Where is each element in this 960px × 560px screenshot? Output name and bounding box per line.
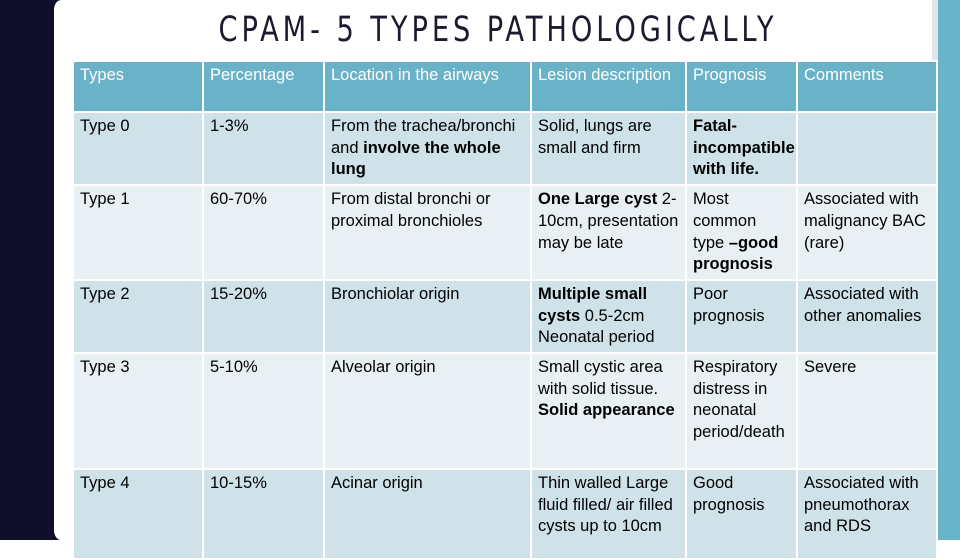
prognosis-text: Respiratory distress in neonatal period/death bbox=[693, 358, 785, 442]
slide-title: CPAM- 5 TYPES PATHOLOGICALLY bbox=[218, 10, 778, 50]
lesion-text: 2-10cm, presentation may be late bbox=[538, 190, 679, 252]
location-text: Acinar origin bbox=[331, 474, 423, 493]
cell-type: Type 0 bbox=[73, 112, 203, 185]
comments-text: Severe bbox=[804, 358, 857, 377]
location-text: Alveolar origin bbox=[331, 358, 436, 377]
prognosis-text: Poor prognosis bbox=[693, 284, 765, 325]
header-comments: Comments bbox=[797, 61, 937, 112]
cell-comments bbox=[797, 280, 937, 353]
comments-text: Associated with other anomalies bbox=[804, 284, 922, 325]
cell-percentage: 5-10% bbox=[203, 353, 324, 469]
prognosis-text: Most common type bbox=[693, 190, 757, 252]
left-decorative-band bbox=[0, 0, 62, 540]
cell-percentage: 10-15% bbox=[203, 469, 324, 559]
lesion-text: Small cystic area with solid tissue. bbox=[538, 358, 663, 398]
cell-percentage: 15-20% bbox=[203, 280, 324, 353]
cell-location bbox=[324, 353, 531, 469]
cell-location bbox=[324, 469, 531, 559]
cell-type: Type 2 bbox=[73, 280, 203, 353]
cell-lesion bbox=[531, 280, 686, 353]
table-row-type-2 bbox=[73, 280, 937, 353]
prognosis-text: Good prognosis bbox=[693, 474, 765, 514]
cell-type: Type 4 bbox=[73, 469, 203, 559]
table-row-type-1 bbox=[73, 185, 937, 280]
lesion-text-bold: Solid appearance bbox=[538, 401, 675, 420]
cell-location bbox=[324, 185, 531, 280]
cell-lesion bbox=[531, 112, 686, 185]
cell-prognosis bbox=[686, 280, 797, 353]
cell-lesion bbox=[531, 469, 686, 559]
cell-type: Type 1 bbox=[73, 185, 203, 280]
lesion-text-bold: One Large cyst bbox=[538, 190, 658, 209]
cpam-types-table bbox=[72, 60, 938, 560]
location-text: From the trachea/bronchi and bbox=[331, 117, 516, 157]
location-text-bold: involve the whole lung bbox=[331, 138, 501, 179]
header-prognosis: Prognosis bbox=[686, 61, 797, 112]
header-percentage: Percentage bbox=[203, 61, 324, 112]
table-row-type-4 bbox=[73, 469, 937, 559]
table-row-type-3 bbox=[73, 353, 937, 469]
cell-location bbox=[324, 112, 531, 185]
cell-prognosis bbox=[686, 185, 797, 280]
comments-text: Associated with pneumothorax and RDS bbox=[804, 474, 919, 536]
location-text: From distal bronchi or proximal bronchioles bbox=[331, 190, 491, 230]
table-header-row bbox=[73, 61, 937, 112]
cell-prognosis bbox=[686, 353, 797, 469]
lesion-text: Thin walled Large fluid filled/ air filled cysts up to 10cm bbox=[538, 474, 673, 536]
location-text: Bronchiolar origin bbox=[331, 284, 460, 303]
lesion-text-bold: Multiple small cysts bbox=[538, 284, 648, 325]
lesion-text: Solid, lungs are small and firm bbox=[538, 117, 652, 157]
cell-percentage: 1-3% bbox=[203, 112, 324, 185]
cell-location bbox=[324, 280, 531, 353]
header-location: Location in the airways bbox=[324, 61, 531, 112]
cell-lesion bbox=[531, 353, 686, 469]
cell-comments bbox=[797, 469, 937, 559]
cell-comments bbox=[797, 185, 937, 280]
comments-text: Associated with malignancy BAC (rare) bbox=[804, 190, 926, 252]
cell-comments bbox=[797, 112, 937, 185]
cell-prognosis bbox=[686, 469, 797, 559]
cell-percentage: 60-70% bbox=[203, 185, 324, 280]
cell-comments bbox=[797, 353, 937, 469]
table-row-type-0 bbox=[73, 112, 937, 185]
header-lesion-description: Lesion description bbox=[531, 61, 686, 112]
lesion-text: 0.5-2cm Neonatal period bbox=[538, 306, 655, 347]
cell-type: Type 3 bbox=[73, 353, 203, 469]
cell-prognosis bbox=[686, 112, 797, 185]
cell-lesion bbox=[531, 185, 686, 280]
header-types: Types bbox=[73, 61, 203, 112]
right-decorative-band bbox=[938, 0, 960, 540]
prognosis-text-bold: –good prognosis bbox=[693, 233, 779, 274]
prognosis-text-bold: Fatal- incompatible with life. bbox=[693, 117, 795, 179]
